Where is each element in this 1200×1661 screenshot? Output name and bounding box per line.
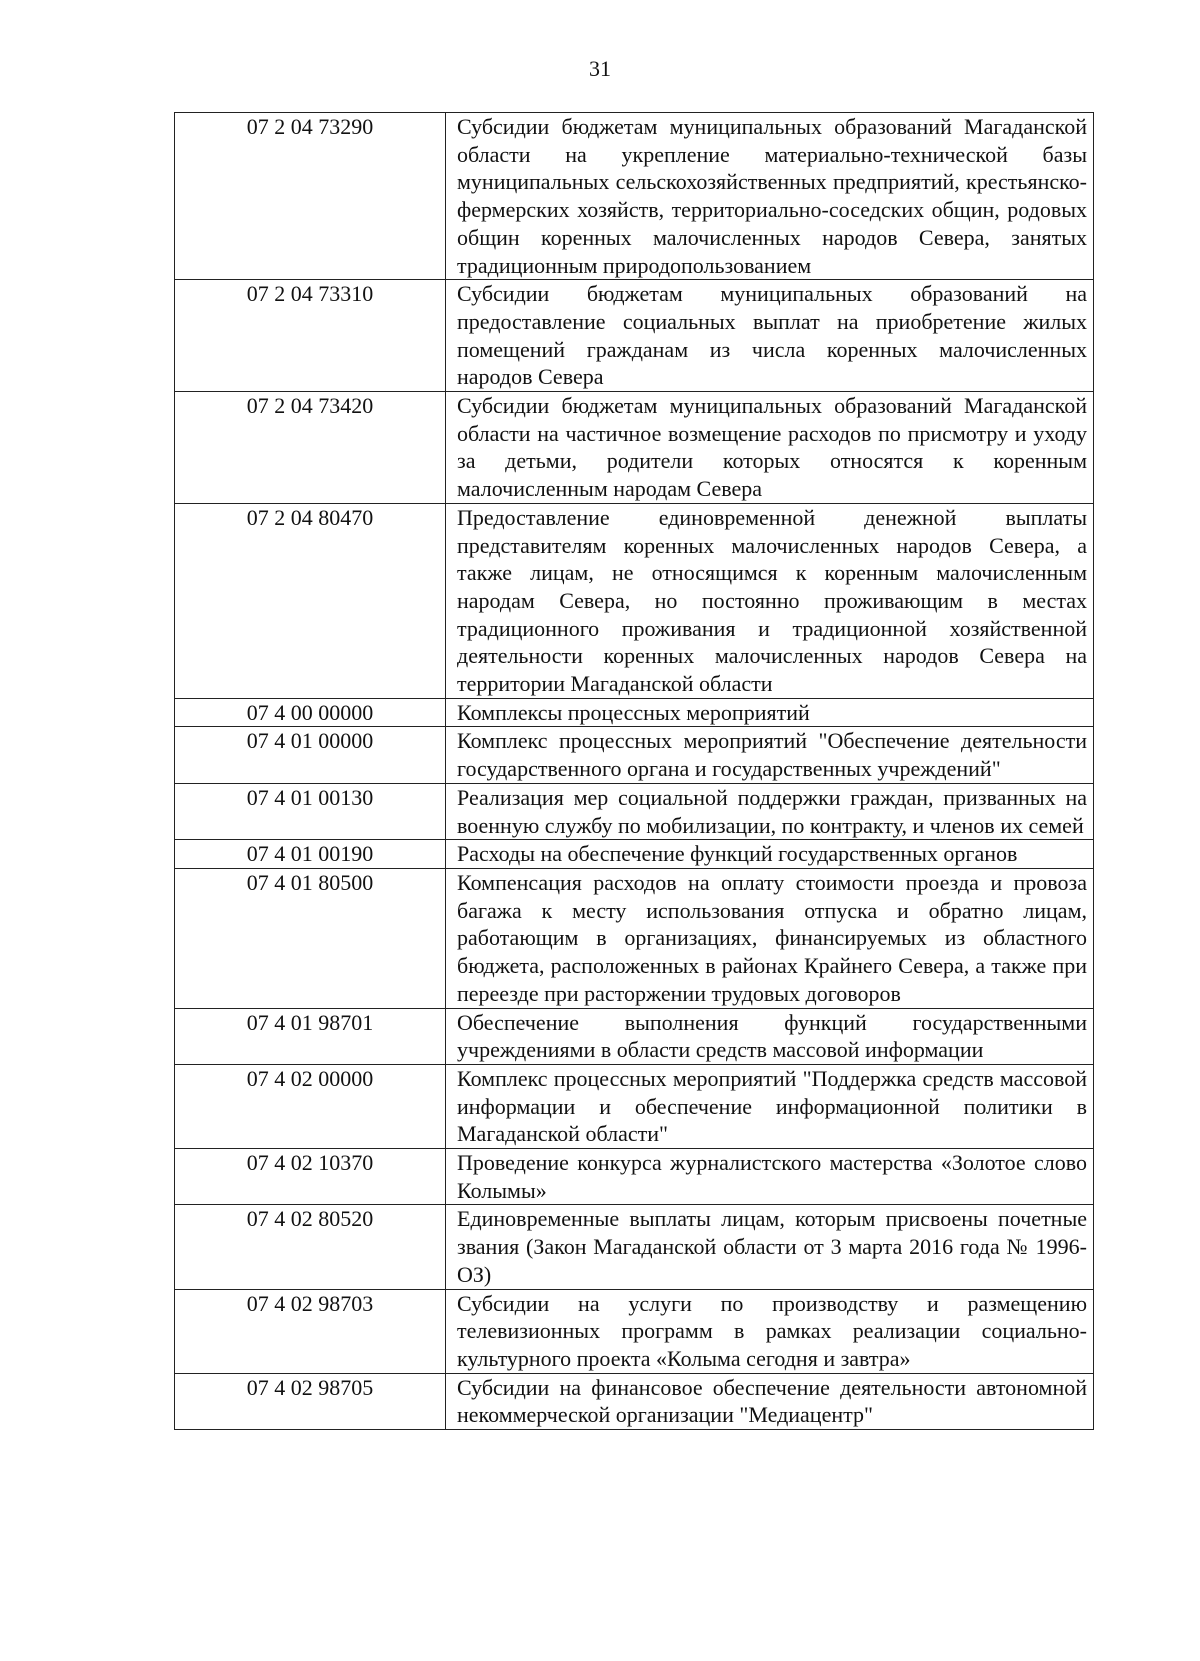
code-cell: 07 2 04 73310 [175,280,446,392]
description-cell: Комплекс процессных мероприятий "Поддержка средств массовой информации и обеспечение информационной политики в Магаданской области" [446,1064,1094,1148]
description-cell: Субсидии на финансовое обеспечение деятельности автономной некоммерческой организации "Медиацентр" [446,1373,1094,1429]
table-row [175,783,1094,839]
table-row [175,840,1094,869]
description-cell: Комплекс процессных мероприятий "Обеспечение деятельности государственного органа и государственных учреждений" [446,727,1094,783]
code-cell: 07 4 01 00000 [175,727,446,783]
code-cell: 07 2 04 73420 [175,392,446,504]
table-row [175,280,1094,392]
code-cell: 07 2 04 73290 [175,113,446,280]
code-cell: 07 4 02 10370 [175,1149,446,1205]
table-row [175,1064,1094,1148]
table-row [175,1008,1094,1064]
description-cell: Реализация мер социальной поддержки граждан, призванных на военную службу по мобилизации, по контракту, и членов их семей [446,783,1094,839]
code-cell: 07 4 02 98705 [175,1373,446,1429]
table-row [175,503,1094,698]
table-row [175,1289,1094,1373]
table-row [175,698,1094,727]
table-row [175,1149,1094,1205]
description-cell: Расходы на обеспечение функций государственных органов [446,840,1094,869]
code-cell: 07 4 01 00190 [175,840,446,869]
description-cell: Субсидии на услуги по производству и размещению телевизионных программ в рамках реализации социально-культурного проекта «Колыма сегодня и завтра» [446,1289,1094,1373]
code-cell: 07 2 04 80470 [175,503,446,698]
table-row [175,1373,1094,1429]
description-cell: Компенсация расходов на оплату стоимости проезда и провоза багажа к месту использования отпуска и обратно лицам, работающим в организациях, финансируемых из областного бюджета, расположенных в районах Крайнего Севера, а также при переезде при расторжении трудовых договоров [446,868,1094,1008]
page-number: 31 [589,56,611,81]
description-cell: Обеспечение выполнения функций государственными учреждениями в области средств массовой информации [446,1008,1094,1064]
code-cell: 07 4 02 00000 [175,1064,446,1148]
table-row [175,868,1094,1008]
table-row [175,727,1094,783]
description-cell: Субсидии бюджетам муниципальных образований Магаданской области на укрепление материально-технической базы муниципальных сельскохозяйственных предприятий, крестьянско-фермерских хозяйств, территориально-соседских общин, родовых общин коренных малочисленных народов Севера, занятых традиционным природопользованием [446,113,1094,280]
description-cell: Субсидии бюджетам муниципальных образований на предоставление социальных выплат на приобретение жилых помещений гражданам из числа коренных малочисленных народов Севера [446,280,1094,392]
table-row [175,1205,1094,1289]
table-row [175,392,1094,504]
description-cell: Единовременные выплаты лицам, которым присвоены почетные звания (Закон Магаданской области от 3 марта 2016 года № 1996-ОЗ) [446,1205,1094,1289]
code-cell: 07 4 02 80520 [175,1205,446,1289]
description-cell: Проведение конкурса журналистского мастерства «Золотое слово Колымы» [446,1149,1094,1205]
code-cell: 07 4 01 00130 [175,783,446,839]
table-row [175,113,1094,280]
code-cell: 07 4 01 98701 [175,1008,446,1064]
description-cell: Комплексы процессных мероприятий [446,698,1094,727]
description-cell: Предоставление единовременной денежной выплаты представителям коренных малочисленных народов Севера, а также лицам, не относящимся к коренным малочисленным народам Севера, но постоянно проживающим в местах традиционного проживания и традиционной хозяйственной деятельности коренных малочисленных народов Севера на территории Магаданской области [446,503,1094,698]
budget-codes-table [174,112,1094,1430]
description-cell: Субсидии бюджетам муниципальных образований Магаданской области на частичное возмещение расходов по присмотру и уходу за детьми, родители которых относятся к коренным малочисленным народам Севера [446,392,1094,504]
code-cell: 07 4 01 80500 [175,868,446,1008]
code-cell: 07 4 00 00000 [175,698,446,727]
code-cell: 07 4 02 98703 [175,1289,446,1373]
